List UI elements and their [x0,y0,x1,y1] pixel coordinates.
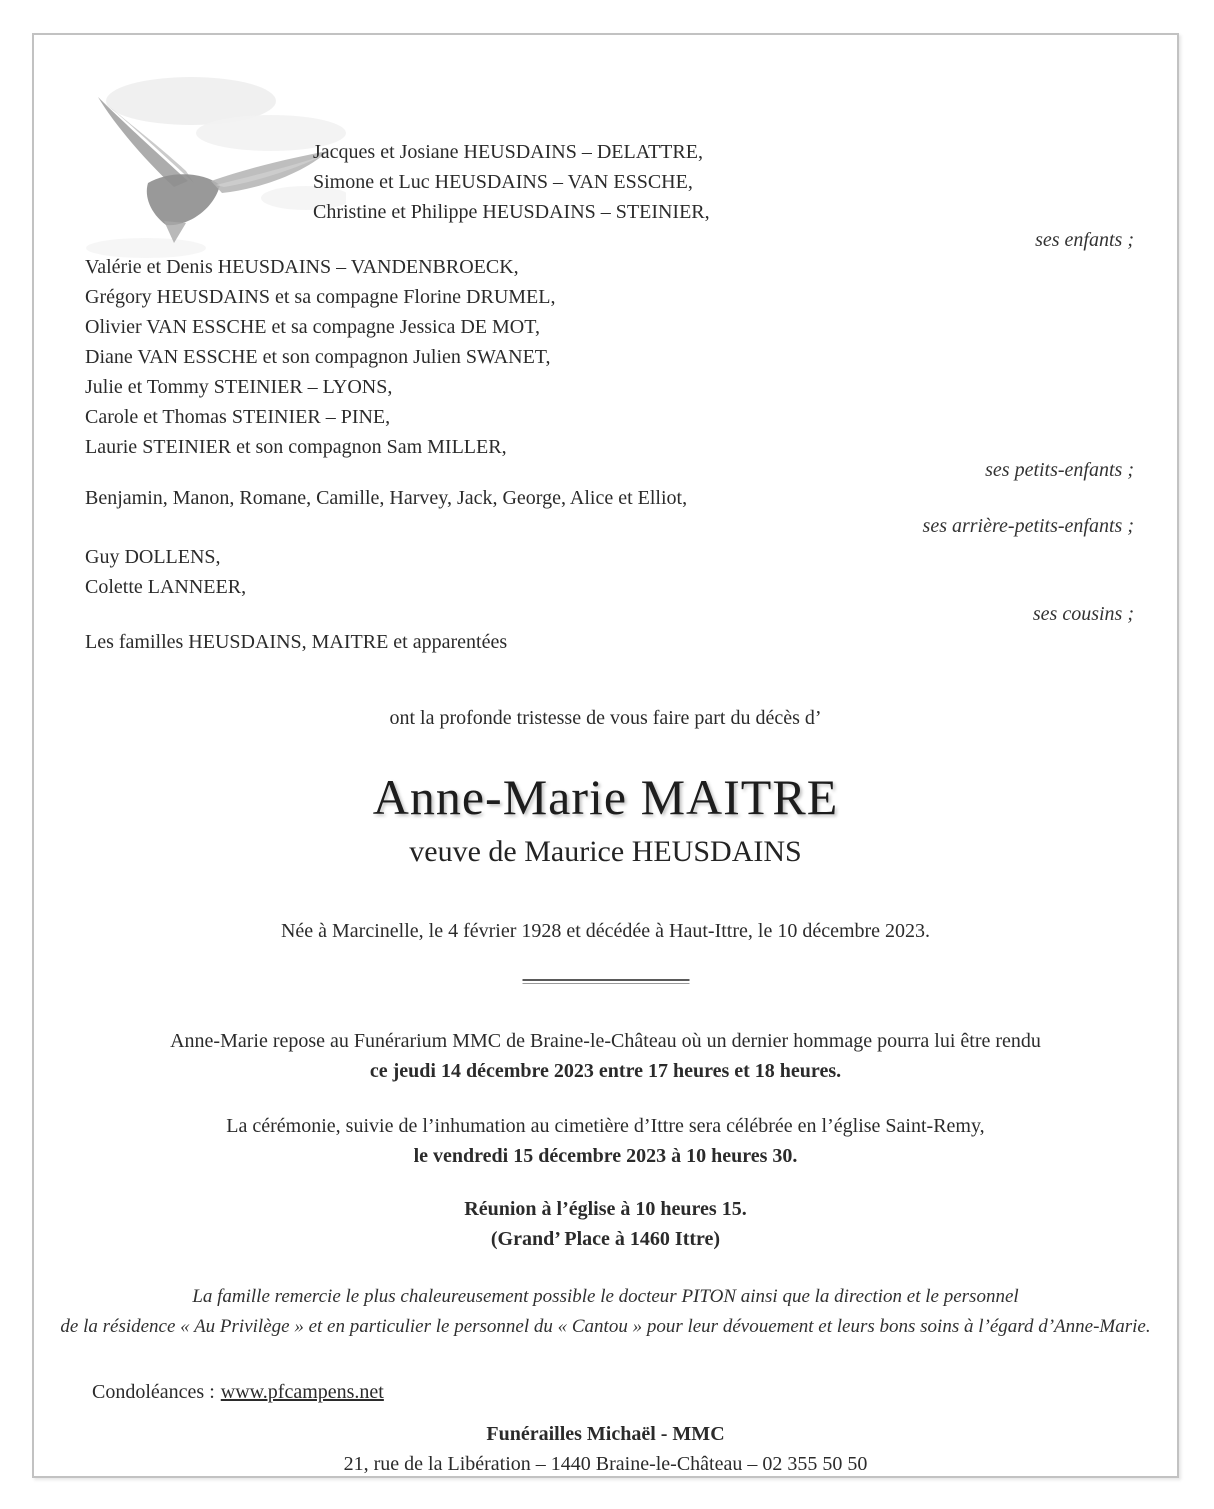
condolences-line [92,1379,384,1405]
thanks-line-2: de la résidence « Au Privilège » et en particulier le personnel du « Cantou » pour leur dévouement et leurs bons soins à l’égard d’Anne-Marie. [60,1316,1151,1337]
grandchildren-relation-label: ses petits-enfants ; [985,459,1134,481]
family-line: Laurie STEINIER et son compagnon Sam MILLER, [85,436,507,458]
page-border-frame [32,33,1179,1478]
funeral-home-address: 21, rue de la Libération – 1440 Braine-le-Château – 02 355 50 50 [343,1453,868,1475]
family-line: Grégory HEUSDAINS et sa compagne Florine DRUMEL, [85,286,556,308]
family-line: Julie et Tommy STEINIER – LYONS, [85,376,393,398]
family-line: Diane VAN ESSCHE et son compagnon Julien SWANET, [85,346,551,368]
family-line: Simone et Luc HEUSDAINS – VAN ESSCHE, [313,171,693,193]
deceased-name: Anne-Marie MAITRE [372,769,839,825]
great-grandchildren-relation-label: ses arrière-petits-enfants ; [922,515,1134,537]
family-line: Jacques et Josiane HEUSDAINS – DELATTRE, [313,141,703,163]
family-line: Colette LANNEER, [85,576,247,598]
family-line: Olivier VAN ESSCHE et sa compagne Jessica DE MOT, [85,316,540,338]
family-line: Carole et Thomas STEINIER – PINE, [85,406,391,428]
great-grandchildren-names: Benjamin, Manon, Romane, Camille, Harvey, Jack, George, Alice et Elliot, [85,487,688,509]
family-line: Christine et Philippe HEUSDAINS – STEINIER, [313,201,710,223]
dove-icon [56,63,346,268]
widow-line: veuve de Maurice HEUSDAINS [409,835,802,868]
announcement-line: ont la profonde tristesse de vous faire part du décès d’ [389,707,822,729]
funeral-home-name: Funérailles Michaël - MMC [486,1423,725,1445]
thanks-line-1: La famille remercie le plus chaleureusement possible le docteur PITON ainsi que la direction et le personnel [192,1286,1019,1307]
family-line: Guy DOLLENS, [85,546,221,568]
section-divider [522,979,689,984]
family-line: Valérie et Denis HEUSDAINS – VANDENBROECK, [85,256,519,278]
visitation-line: Anne-Marie repose au Funérarium MMC de Braine-le-Château où un dernier hommage pourra lui être rendu [170,1030,1041,1052]
cousins-list [85,542,246,602]
grandchildren-couples-list [85,252,555,462]
condolences-label: Condoléances : [92,1381,215,1403]
reunion-place-line: (Grand’ Place à 1460 Ittre) [490,1228,721,1250]
visitation-date-line: ce jeudi 14 décembre 2023 entre 17 heures et 18 heures. [369,1060,842,1082]
cousins-relation-label: ses cousins ; [1032,603,1134,625]
families-line: Les familles HEUSDAINS, MAITRE et apparentées [85,631,508,653]
life-dates-line: Née à Marcinelle, le 4 février 1928 et décédée à Haut-Ittre, le 10 décembre 2023. [280,920,931,942]
ceremony-line: La cérémonie, suivie de l’inhumation au cimetière d’Ittre sera célébrée en l’église Saint-Remy, [226,1115,985,1137]
children-relation-label: ses enfants ; [1035,229,1134,251]
reunion-line: Réunion à l’église à 10 heures 15. [464,1198,747,1220]
ceremony-date-line: le vendredi 15 décembre 2023 à 10 heures 30. [413,1145,798,1167]
children-couples-list [313,137,710,227]
condolences-link[interactable]: www.pfcampens.net [220,1381,384,1403]
